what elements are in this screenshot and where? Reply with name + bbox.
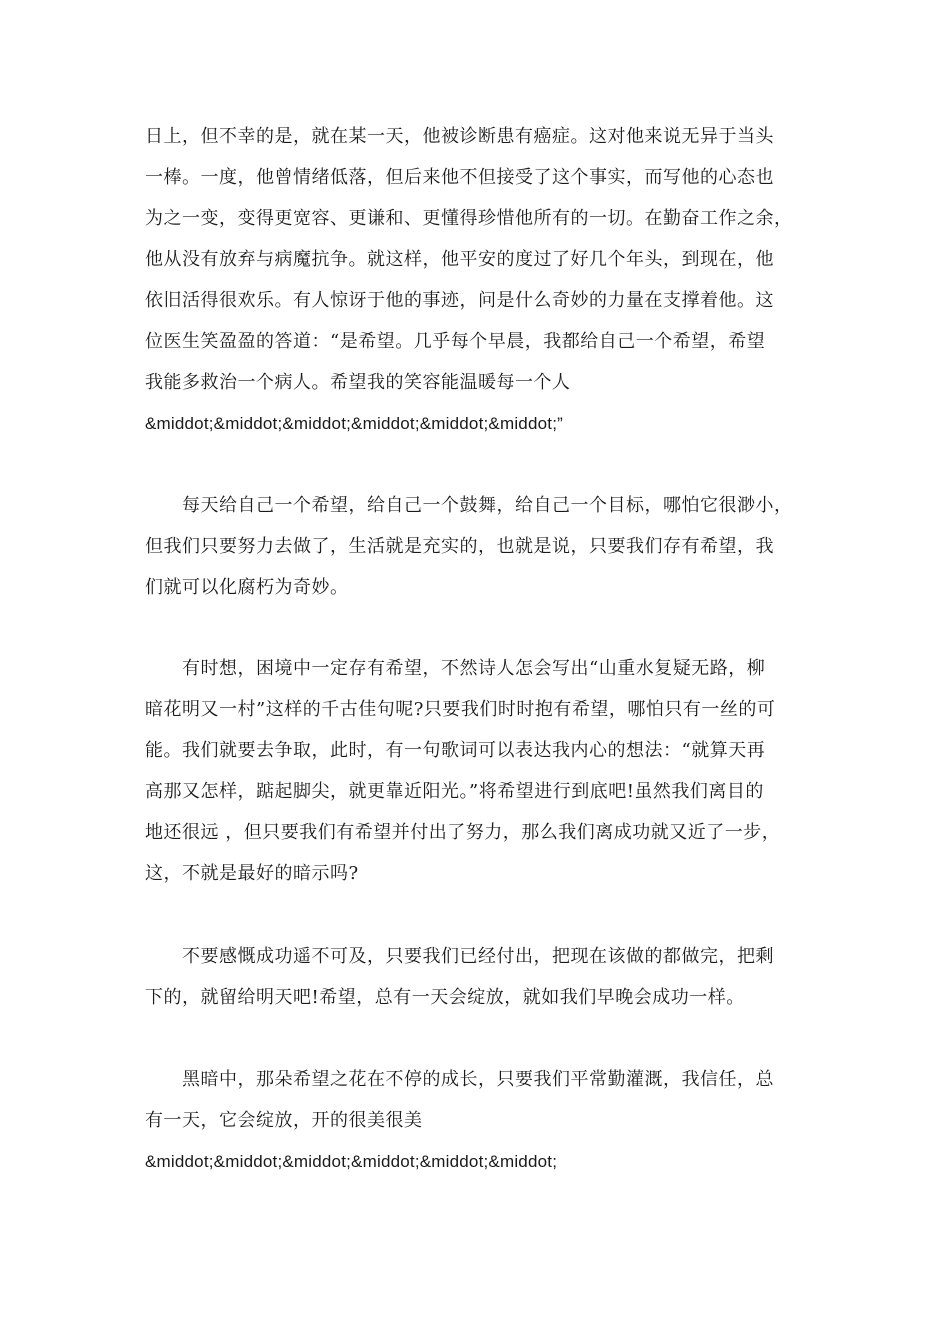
text-line: 地还很远 ，但只要我们有希望并付出了努力，那么我们离成功就又近了一步， (145, 822, 781, 843)
text-line: 暗花明又一村”这样的千古佳句呢?只要我们时时抱有希望，哪怕只有一丝的可 (145, 699, 776, 720)
text-line: 黑暗中，那朵希望之花在不停的成长，只要我们平常勤灌溉，我信任，总 (182, 1069, 774, 1090)
text-line-entities: &middot;&middot;&middot;&middot;&middot;&middot; (145, 1152, 558, 1171)
text-line: 每天给自己一个希望，给自己一个鼓舞，给自己一个目标，哪怕它很渺小， (182, 495, 793, 516)
paragraph-success (145, 936, 810, 1018)
text-line: 高那又怎样，踮起脚尖，就更靠近阳光。”将希望进行到底吧!虽然我们离目的 (145, 781, 764, 802)
text-line: 但我们只要努力去做了，生活就是充实的，也就是说，只要我们存有希望，我 (145, 536, 774, 557)
text-line: 不要感慨成功遥不可及，只要我们已经付出，把现在该做的都做完，把剩 (182, 946, 774, 967)
text-line: 下的，就留给明天吧!希望，总有一天会绽放，就如我们早晚会成功一样。 (145, 987, 745, 1008)
paragraph-doctor-story (145, 116, 810, 444)
text-line: 有时想，困境中一定存有希望，不然诗人怎会写出“山重水复疑无路，柳 (182, 658, 766, 679)
paragraph-daily-hope (145, 485, 810, 608)
text-line: 依旧活得很欢乐。有人惊讶于他的事迹，问是什么奇妙的力量在支撑着他。这 (145, 290, 774, 311)
text-line: 一棒。一度，他曾情绪低落，但后来他不但接受了这个事实，而写他的心态也 (145, 167, 774, 188)
text-line: 他从没有放弃与病魔抗争。就这样，他平安的度过了好几个年头，到现在，他 (145, 249, 774, 270)
text-line: 日上，但不幸的是，就在某一天，他被诊断患有癌症。这对他来说无异于当头 (145, 126, 774, 147)
text-line: 我能多救治一个病人。希望我的笑容能温暖每一个人 (145, 372, 571, 393)
text-line: 位医生笑盈盈的答道：“是希望。几乎每个早晨，我都给自己一个希望，希望 (145, 331, 766, 352)
text-line-entities: &middot;&middot;&middot;&middot;&middot;&middot;” (145, 414, 563, 433)
text-line: 能。我们就要去争取，此时，有一句歌词可以表达我内心的想法：“就算天再 (145, 740, 766, 761)
text-line: 为之一变，变得更宽容、更谦和、更懂得珍惜他所有的一切。在勤奋工作之余， (145, 208, 793, 229)
text-line: 有一天，它会绽放，开的很美很美 (145, 1110, 423, 1131)
paragraph-hope-in-hardship (145, 648, 810, 894)
text-line: 这，不就是最好的暗示吗? (145, 863, 359, 884)
paragraph-flower-of-hope (145, 1059, 810, 1182)
text-line: 们就可以化腐朽为奇妙。 (145, 577, 349, 598)
